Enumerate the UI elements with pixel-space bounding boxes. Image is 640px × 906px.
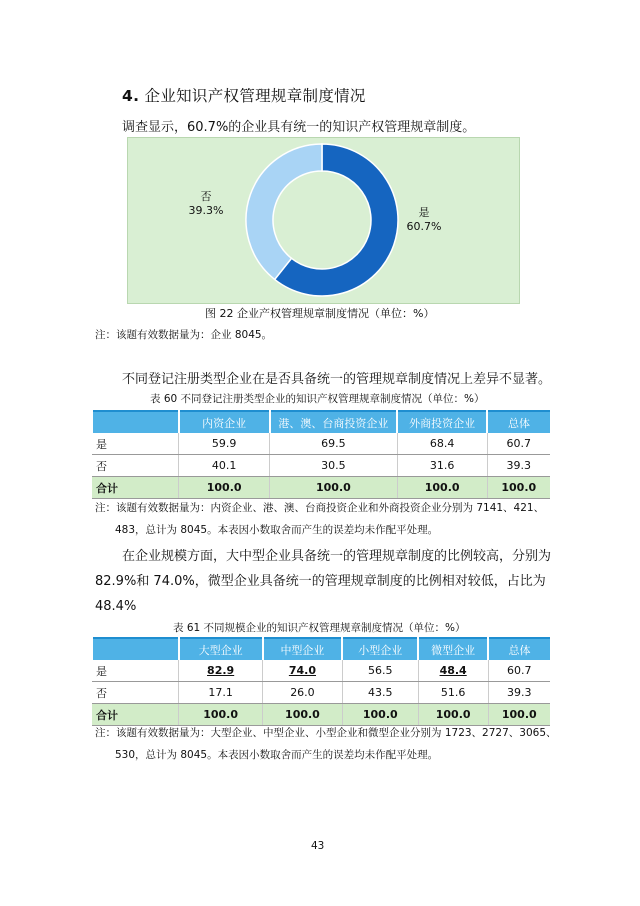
table-cell: 60.7 xyxy=(488,660,550,682)
table-cell: 100.0 xyxy=(270,477,398,499)
table-cell-highlight: 48.4 xyxy=(418,660,488,682)
table61-header-cell xyxy=(92,638,179,660)
donut-slice-no xyxy=(246,144,322,279)
table60-header-cell: 外商投资企业 xyxy=(397,411,487,433)
table-cell: 100.0 xyxy=(488,704,550,726)
table60-note xyxy=(95,497,544,541)
donut-chart xyxy=(128,138,519,303)
table-cell-highlight: 74.0 xyxy=(263,660,343,682)
table60-note-line1: 注：该题有效数据量为：内资企业、港、澳、台商投资企业和外商投资企业分别为 7141、421、 xyxy=(95,502,545,514)
paragraph-3 xyxy=(95,544,555,619)
table-cell: 39.3 xyxy=(487,455,550,477)
table-cell: 40.1 xyxy=(179,455,270,477)
row-label: 合计 xyxy=(92,477,179,499)
table-row xyxy=(92,433,550,455)
table61-header-cell: 总体 xyxy=(488,638,550,660)
table61-header-cell: 中型企业 xyxy=(263,638,343,660)
row-label: 是 xyxy=(92,660,179,682)
table-cell: 100.0 xyxy=(418,704,488,726)
table-cell: 26.0 xyxy=(263,682,343,704)
row-label: 否 xyxy=(92,455,179,477)
table-cell: 39.3 xyxy=(488,682,550,704)
table-cell: 17.1 xyxy=(179,682,263,704)
table-cell: 69.5 xyxy=(270,433,398,455)
table-cell: 30.5 xyxy=(270,455,398,477)
table-cell: 100.0 xyxy=(179,704,263,726)
table-cell: 56.5 xyxy=(342,660,418,682)
table-cell: 68.4 xyxy=(397,433,487,455)
row-label: 是 xyxy=(92,433,179,455)
section-title: 企业知识产权管理规章制度情况 xyxy=(144,87,366,105)
table60-caption: 表 60 不同登记注册类型企业的知识产权管理规章制度情况（单位：%） xyxy=(150,393,485,405)
label-yes-value: 60.7% xyxy=(406,220,442,233)
label-no xyxy=(186,190,226,218)
table-row xyxy=(92,660,550,682)
table61-header-cell: 微型企业 xyxy=(418,638,488,660)
table-cell-highlight: 82.9 xyxy=(179,660,263,682)
label-no-value: 39.3% xyxy=(188,204,224,217)
label-yes xyxy=(404,206,444,234)
figure-caption: 图 22 企业产权管理规章制度情况（单位：%） xyxy=(205,307,435,320)
table60-header-cell: 总体 xyxy=(487,411,550,433)
table60-header-cell: 内资企业 xyxy=(179,411,270,433)
row-label: 合计 xyxy=(92,704,179,726)
table-cell: 59.9 xyxy=(179,433,270,455)
section-heading xyxy=(122,84,366,106)
label-yes-category: 是 xyxy=(418,206,430,219)
table61-note-line2: 530，总计为 8045。本表因小数取舍而产生的误差均未作配平处理。 xyxy=(115,749,439,761)
table-row xyxy=(92,455,550,477)
table61-note xyxy=(95,722,557,766)
table60-header-row xyxy=(92,411,550,433)
table-cell: 100.0 xyxy=(487,477,550,499)
section-number: 4. xyxy=(122,87,140,105)
table-cell: 100.0 xyxy=(263,704,343,726)
table61-note-line1: 注：该题有效数据量为：大型企业、中型企业、小型企业和微型企业分别为 1723、2727、3065、 xyxy=(95,727,557,739)
table60-header-cell: 港、澳、台商投资企业 xyxy=(270,411,398,433)
table-cell: 100.0 xyxy=(342,704,418,726)
table-cell: 31.6 xyxy=(397,455,487,477)
table61-header-cell: 大型企业 xyxy=(179,638,263,660)
paragraph-3-line2: 82.9%和 74.0%，微型企业具备统一的管理规章制度的比例相对较低，占比为 xyxy=(95,574,546,589)
paragraph-3-line1: 在企业规模方面，大中型企业具备统一的管理规章制度的比例较高，分别为 xyxy=(122,549,552,564)
label-no-category: 否 xyxy=(200,190,212,203)
table61 xyxy=(91,637,550,726)
table-cell: 51.6 xyxy=(418,682,488,704)
page-number: 43 xyxy=(311,840,325,852)
table-cell: 100.0 xyxy=(397,477,487,499)
table-cell: 43.5 xyxy=(342,682,418,704)
paragraph-2: 不同登记注册类型企业在是否具备统一的管理规章制度情况上差异不显著。 xyxy=(122,372,552,387)
table60 xyxy=(91,410,550,499)
row-label: 否 xyxy=(92,682,179,704)
table-cell: 100.0 xyxy=(179,477,270,499)
table61-header-cell: 小型企业 xyxy=(342,638,418,660)
table60-header-cell xyxy=(92,411,179,433)
intro-paragraph: 调查显示，60.7%的企业具有统一的知识产权管理规章制度。 xyxy=(122,120,476,135)
table60-note-line2: 483，总计为 8045。本表因小数取舍而产生的误差均未作配平处理。 xyxy=(115,524,439,536)
table61-caption: 表 61 不同规模企业的知识产权管理规章制度情况（单位：%） xyxy=(173,622,466,634)
table-total-row xyxy=(92,477,550,499)
table61-header-row xyxy=(92,638,550,660)
paragraph-3-line3: 48.4% xyxy=(95,599,137,614)
donut-chart-area xyxy=(127,137,520,304)
table-row xyxy=(92,682,550,704)
table-cell: 60.7 xyxy=(487,433,550,455)
figure-note: 注：该题有效数据量为：企业 8045。 xyxy=(95,329,273,341)
